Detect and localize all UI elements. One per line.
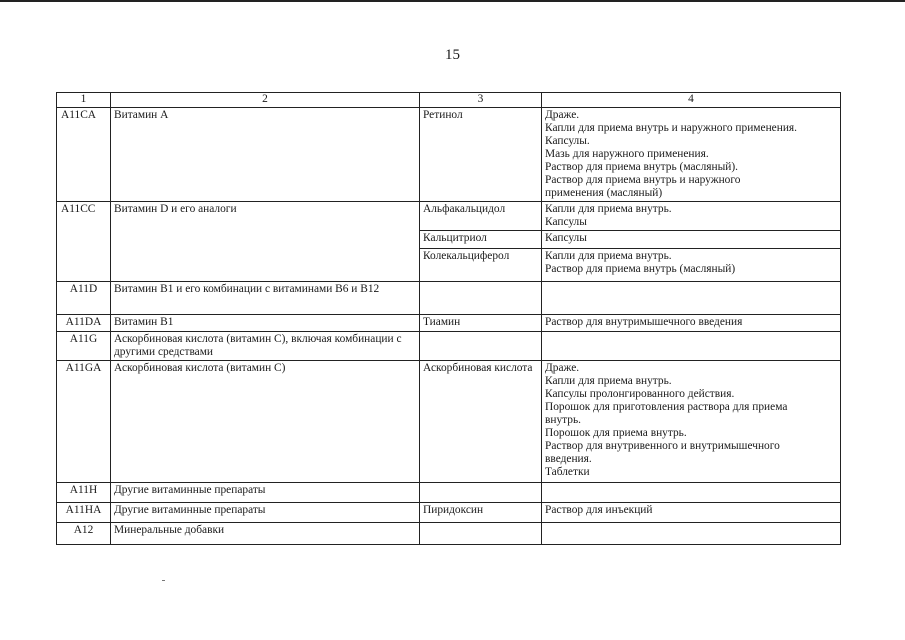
table-row — [57, 202, 841, 231]
dosage-forms-cell — [542, 503, 841, 523]
anatomical-group-cell: Другие витаминные препараты — [111, 483, 420, 503]
dosage-forms-cell — [542, 483, 841, 503]
dosage-forms-cell — [542, 249, 841, 282]
column-header: 1 — [57, 93, 111, 108]
dosage-form-line: Драже. — [545, 362, 580, 374]
dosage-form-line: Капсулы — [545, 232, 587, 244]
atc-code-cell: A11GA — [57, 361, 111, 483]
anatomical-group-cell: Витамин В1 — [111, 315, 420, 332]
dosage-forms-cell — [542, 282, 841, 315]
dosage-form-line: Капли для приема внутрь и наружного применения. — [545, 122, 798, 134]
dosage-form-line: внутрь. — [545, 414, 582, 426]
dosage-form-line: Порошок для приготовления раствора для приема — [545, 401, 788, 413]
atc-code-cell: A11H — [57, 483, 111, 503]
table-row — [57, 523, 841, 545]
substance-cell: Кальцитриол — [420, 231, 542, 249]
substance-cell: Альфакальцидол — [420, 202, 542, 231]
dosage-form-line: Мазь для наружного применения. — [545, 148, 709, 160]
anatomical-group-cell: Другие витаминные препараты — [111, 503, 420, 523]
table-body — [57, 108, 841, 545]
dosage-forms-cell — [542, 315, 841, 332]
dosage-form-line: Раствор для приема внутрь (масляный) — [545, 263, 736, 275]
dosage-form-line: Капли для приема внутрь. — [545, 203, 672, 215]
dosage-form-line: Капсулы пролонгированного действия. — [545, 388, 735, 400]
column-header: 4 — [542, 93, 841, 108]
dosage-form-line: Капсулы — [545, 216, 587, 228]
dosage-form-line: Раствор для приема внутрь и наружного — [545, 174, 741, 186]
anatomical-group-cell: Минеральные добавки — [111, 523, 420, 545]
dosage-form-line: Раствор для внутримышечного введения — [545, 316, 743, 328]
drug-registry-table — [56, 92, 841, 545]
dosage-forms-cell — [542, 523, 841, 545]
dosage-form-line: введения. — [545, 453, 592, 465]
atc-code-cell: A11HA — [57, 503, 111, 523]
dosage-form-line: Капсулы. — [545, 135, 590, 147]
atc-code-cell: A11D — [57, 282, 111, 315]
substance-cell: Аскорбиновая кислота — [420, 361, 542, 483]
atc-code-cell: A11CC — [57, 202, 111, 282]
page-number: 15 — [445, 47, 460, 63]
atc-code-cell: A12 — [57, 523, 111, 545]
table-row — [57, 282, 841, 315]
substance-cell: Тиамин — [420, 315, 542, 332]
table-row — [57, 503, 841, 523]
table-row — [57, 108, 841, 202]
table-row — [57, 332, 841, 361]
substance-cell — [420, 282, 542, 315]
table-row — [57, 483, 841, 503]
column-header: 2 — [111, 93, 420, 108]
substance-cell — [420, 332, 542, 361]
dosage-form-line: Раствор для инъекций — [545, 504, 653, 516]
anatomical-group-cell: Витамин D и его аналоги — [111, 202, 420, 282]
dosage-form-line: применения (масляный) — [545, 187, 663, 199]
atc-code-cell: A11CA — [57, 108, 111, 202]
column-header: 3 — [420, 93, 542, 108]
dosage-form-line: Раствор для внутривенного и внутримышечного — [545, 440, 780, 452]
dosage-form-line: Порошок для приема внутрь. — [545, 427, 687, 439]
atc-code-cell: A11DA — [57, 315, 111, 332]
anatomical-group-cell: Аскорбиновая кислота (витамин С) — [111, 361, 420, 483]
table-header-row — [57, 93, 841, 108]
substance-cell: Ретинол — [420, 108, 542, 202]
atc-code-cell: A11G — [57, 332, 111, 361]
dosage-form-line: Драже. — [545, 109, 580, 121]
dosage-forms-cell — [542, 332, 841, 361]
substance-cell — [420, 483, 542, 503]
anatomical-group-cell: Витамин В1 и его комбинации с витаминами В6 и В12 — [111, 282, 420, 315]
dosage-forms-cell — [542, 202, 841, 231]
dosage-forms-cell — [542, 231, 841, 249]
dosage-form-line: Таблетки — [545, 466, 590, 478]
dosage-form-line: Раствор для приема внутрь (масляный). — [545, 161, 738, 173]
anatomical-group-cell: Аскорбиновая кислота (витамин С), включая комбинации с другими средствами — [111, 332, 420, 361]
substance-cell: Пиридоксин — [420, 503, 542, 523]
substance-cell — [420, 523, 542, 545]
dosage-forms-cell — [542, 361, 841, 483]
scan-speck — [162, 580, 165, 581]
dosage-form-line: Капли для приема внутрь. — [545, 250, 672, 262]
substance-cell: Колекальциферол — [420, 249, 542, 282]
dosage-form-line: Капли для приема внутрь. — [545, 375, 672, 387]
anatomical-group-cell: Витамин А — [111, 108, 420, 202]
table-row — [57, 361, 841, 483]
table-row — [57, 315, 841, 332]
dosage-forms-cell — [542, 108, 841, 202]
top-border-line — [0, 0, 905, 2]
